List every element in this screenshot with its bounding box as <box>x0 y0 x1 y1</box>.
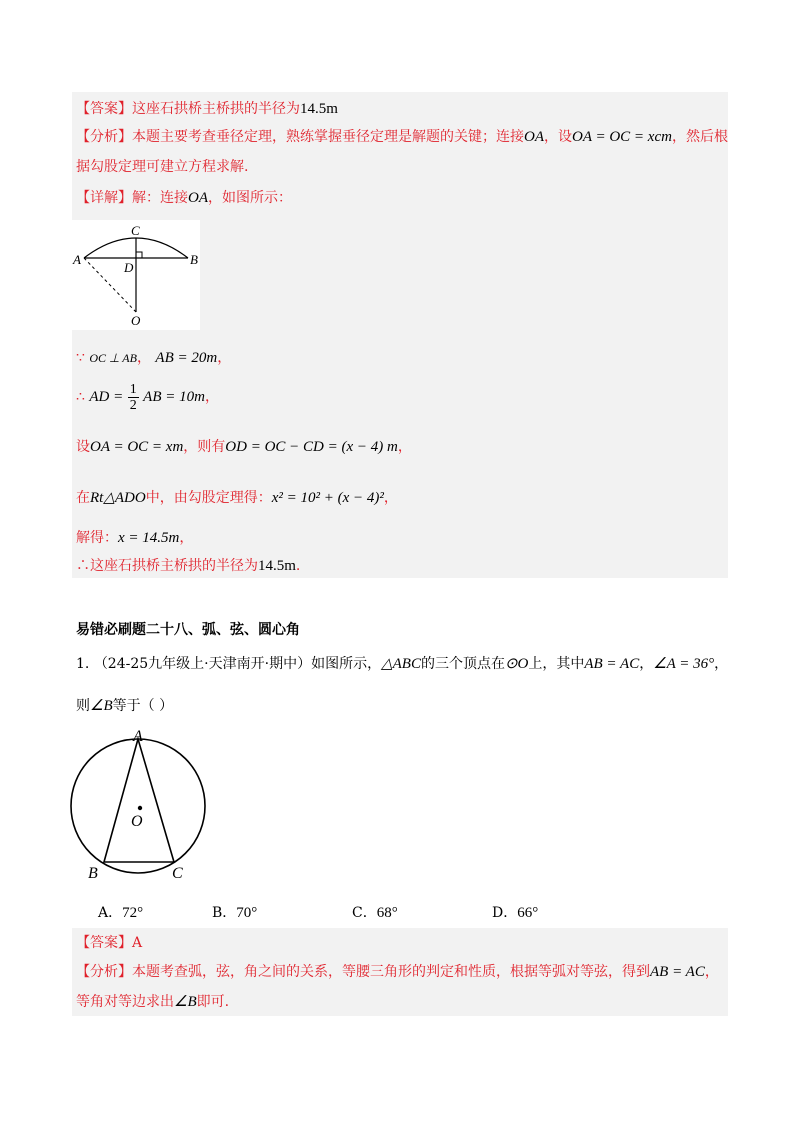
option-value: 72° <box>122 905 144 921</box>
step4-end: ， <box>383 490 398 506</box>
analysis-text: ，然后根 <box>671 129 728 145</box>
option-d[interactable] <box>492 903 538 923</box>
question-angle: ∠A = 36° <box>653 656 715 672</box>
step3-pre: 设 <box>76 439 90 455</box>
label-c: C <box>131 223 140 238</box>
right-angle-mark <box>136 252 142 258</box>
fraction-num: 1 <box>129 381 137 397</box>
answer-line <box>76 99 338 119</box>
step2-end: ， <box>204 389 219 405</box>
step1-math: OC ⊥ AB <box>89 351 137 365</box>
step6-value: 14.5m <box>258 558 296 574</box>
option-letter: B． <box>212 905 237 921</box>
analysis-eq: AB = AC <box>650 964 705 980</box>
detail-text: ，如图所示： <box>208 190 292 206</box>
step1-sep: ， <box>136 350 151 366</box>
analysis-line-3 <box>76 962 719 982</box>
answer-label: 【答案】 <box>76 101 132 117</box>
detail-label: 【详解】 <box>76 190 132 206</box>
step6-end: . <box>295 558 301 574</box>
triangle-abc <box>104 739 174 862</box>
step3-mid: ，则有 <box>183 439 226 455</box>
question-text: ， <box>714 656 729 672</box>
step1-math2: AB = 20m <box>155 350 218 366</box>
label-o: O <box>131 813 143 830</box>
because-symbol: ∵ <box>76 350 85 366</box>
question-line2-angle: ∠B <box>90 698 113 714</box>
circle-o <box>71 739 205 873</box>
analysis-text: 等角对等边求出 <box>76 994 174 1010</box>
step-6 <box>76 556 300 576</box>
answer-value: A <box>132 935 143 951</box>
step6-text: 这座石拱桥主桥拱的半径为 <box>90 558 258 574</box>
fraction <box>128 382 139 413</box>
analysis-text: 即可. <box>196 994 230 1010</box>
answer-label: 【答案】 <box>76 935 132 951</box>
therefore-symbol: ∴ <box>76 558 90 574</box>
option-letter: D． <box>492 905 518 921</box>
detail-text: 解：连接 <box>132 190 188 206</box>
question-source: （24-25九年级上·天津南开·期中）如图所示， <box>93 656 382 672</box>
question-line-2 <box>76 696 173 716</box>
option-a[interactable] <box>98 903 143 923</box>
option-value: 68° <box>376 905 398 921</box>
detail-line <box>76 188 292 208</box>
step-5 <box>76 528 193 548</box>
analysis-text: ， <box>704 964 719 980</box>
analysis-text: 本题考查弧，弦，角之间的关系，等腰三角形的判定和性质，根据等弧对等弦，得到 <box>132 964 650 980</box>
step4-pre: 在 <box>76 490 90 506</box>
option-letter: A． <box>98 905 123 921</box>
label-d: D <box>124 260 134 275</box>
option-c[interactable] <box>352 903 398 923</box>
analysis-text: 据勾股定理可建立方程求解. <box>76 159 249 175</box>
analysis-text: 本题主要考查垂径定理，熟练掌握垂径定理是解题的关键；连接 <box>132 129 524 145</box>
analysis-line-2 <box>76 157 248 177</box>
step4-math2: x² = 10² + (x − 4)² <box>271 490 384 506</box>
step-4 <box>76 488 398 508</box>
step5-end: ， <box>179 530 194 546</box>
question-text: 的三个顶点在 <box>420 656 505 672</box>
center-dot <box>138 806 142 810</box>
answer-text: 这座石拱桥主桥拱的半径为 <box>132 101 300 117</box>
label-c: C <box>172 865 183 882</box>
label-a: A <box>133 728 143 745</box>
analysis-line-1 <box>76 127 728 147</box>
answer-line-2 <box>76 933 142 953</box>
analysis-label: 【分析】 <box>76 129 132 145</box>
question-line2-pre: 则 <box>76 698 90 714</box>
question-circle: ⊙O <box>504 656 529 672</box>
question-arcs: AB = AC <box>584 656 640 672</box>
bridge-figure <box>72 220 200 330</box>
fraction-den: 2 <box>129 397 137 413</box>
question-number: 1. <box>76 656 90 672</box>
step-2 <box>76 381 219 413</box>
question-line-1 <box>76 654 728 674</box>
step5-math: x = 14.5m <box>118 530 180 546</box>
option-value: 66° <box>517 905 539 921</box>
analysis-eq: OA = OC = xcm <box>572 129 672 145</box>
step2-left: AD = <box>89 389 124 405</box>
option-value: 70° <box>236 905 258 921</box>
question-triangle: △ABC <box>381 656 421 672</box>
analysis-oa: OA <box>524 129 544 145</box>
label-o: O <box>131 313 141 328</box>
step3-end: ， <box>397 439 412 455</box>
step3-math: OA = OC = xm <box>90 439 184 455</box>
detail-oa: OA <box>188 190 208 206</box>
question-text: ， <box>639 656 654 672</box>
circle-figure <box>66 724 216 884</box>
analysis-angle: ∠B <box>174 994 197 1010</box>
analysis-text: ，设 <box>544 129 572 145</box>
therefore-symbol: ∴ <box>76 389 85 405</box>
question-line2-post: 等于（ ） <box>112 698 174 714</box>
label-a: A <box>73 252 81 267</box>
question-text: 上，其中 <box>528 656 585 672</box>
step4-mid: 中，由勾股定理得： <box>145 490 272 506</box>
analysis-label: 【分析】 <box>76 964 132 980</box>
step1-end: ， <box>217 350 232 366</box>
step2-right: AB = 10m <box>143 389 205 405</box>
section-title: 易错必刷题二十八、弧、弦、圆心角 <box>76 622 300 638</box>
label-b: B <box>190 252 198 267</box>
label-b: B <box>88 865 98 882</box>
step-3 <box>76 437 412 457</box>
step3-math2: OD = OC − CD = (x − 4) m <box>225 439 398 455</box>
option-letter: C． <box>352 905 377 921</box>
analysis-line-4 <box>76 992 229 1012</box>
step-1 <box>76 348 231 368</box>
step5-pre: 解得： <box>76 530 118 546</box>
answer-value: 14.5m <box>300 101 338 117</box>
option-b[interactable] <box>212 903 257 923</box>
step4-math: Rt△ADO <box>90 490 146 506</box>
